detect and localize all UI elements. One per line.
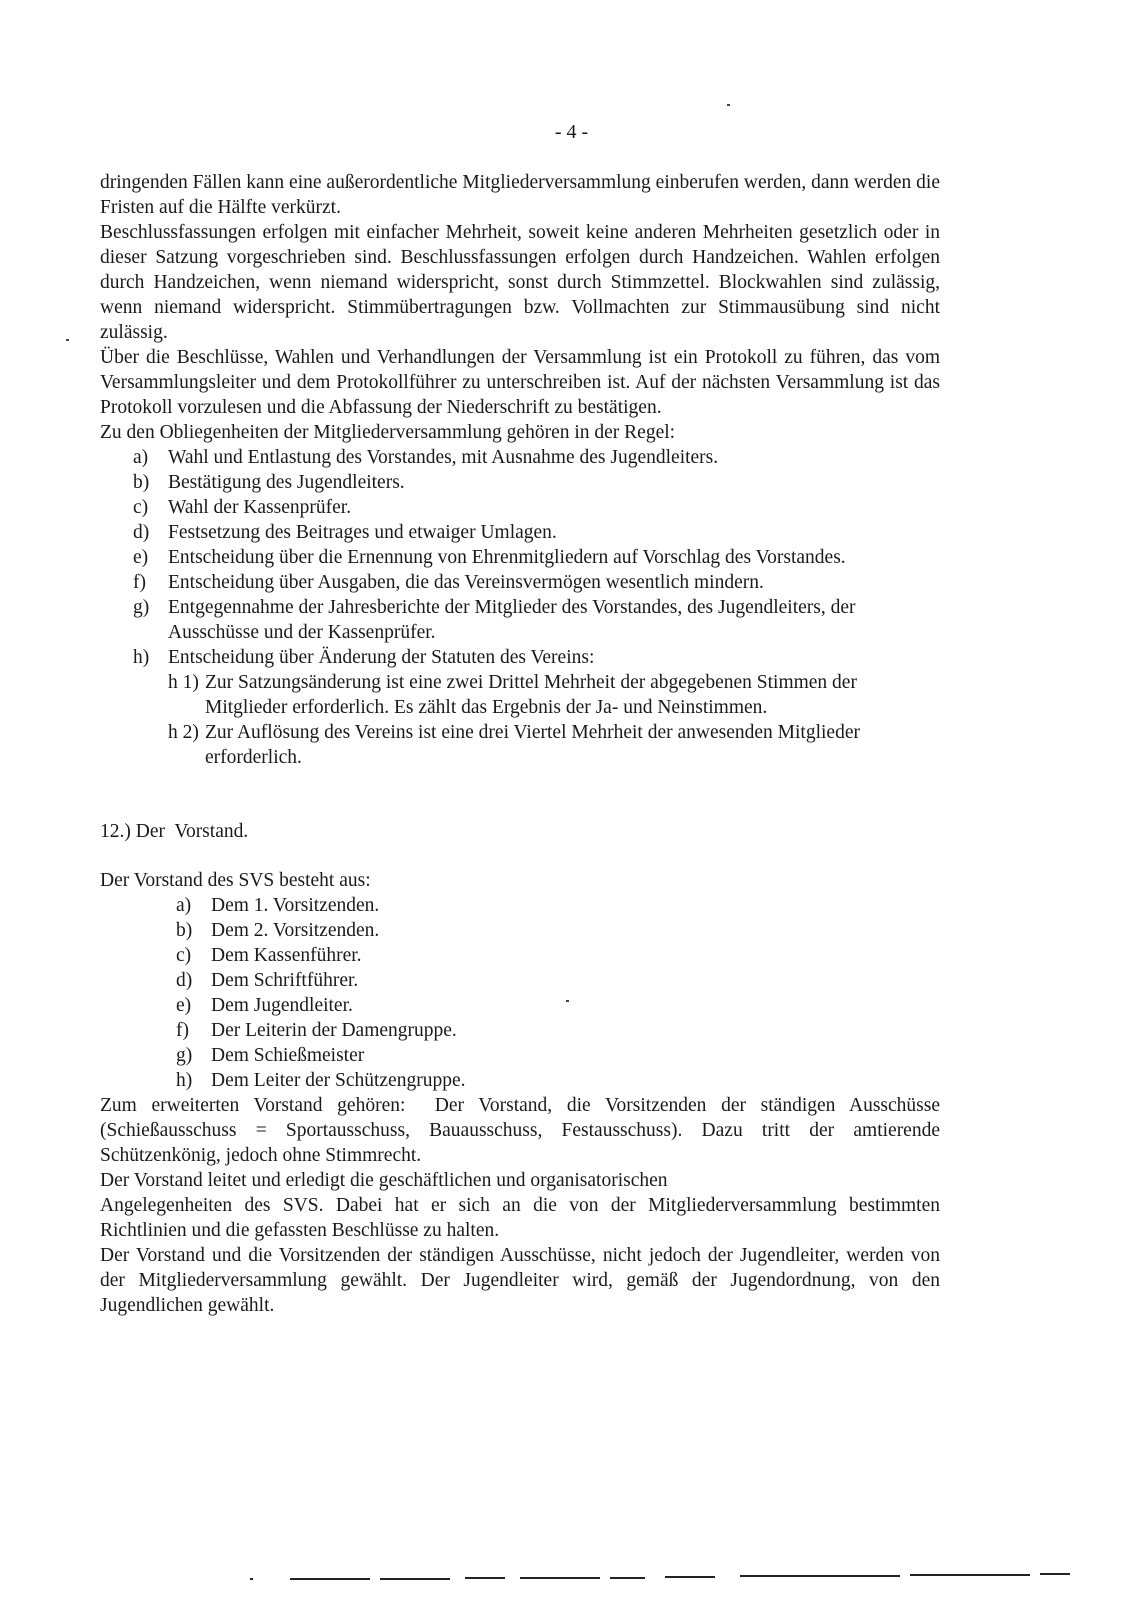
list-marker: h) [176,1070,193,1091]
board-members-list [100,893,940,1093]
list-marker: g) [176,1045,193,1066]
list-marker: f) [176,1020,189,1041]
list-marker: e) [176,995,192,1016]
list-item [100,893,940,918]
list-marker: b) [133,472,150,493]
paragraph-extended-board: Zum erweiterten Vorstand gehören: Der Vorstand, die Vorsitzenden der ständigen Ausschüsse (Schießausschuss = Sportausschuss, Bauausschuss, Festausschuss). Dazu tritt der amtierende Schützenkönig, jedoch ohne Stimmrecht. [100,1095,945,1166]
list-item-text: Festsetzung des Beitrages und etwaiger Umlagen. [168,522,557,543]
list-item-text: Dem 1. Vorsitzenden. [211,895,380,916]
list-item-text: Entscheidung über die Ernennung von Ehrenmitgliedern auf Vorschlag des Vorstandes. [168,547,846,568]
list-item [100,918,940,943]
footer-dashed-line [250,1570,1070,1580]
paragraph-extraordinary-meeting: dringenden Fällen kann eine außerordentliche Mitgliederversammlung einberufen werden, dann werden die Fristen auf die Hälfte verkürzt. [100,172,940,218]
list-marker: c) [133,497,149,518]
list-item [100,470,940,495]
list-item-text: Dem Kassenführer. [211,945,362,966]
scan-speck [727,104,730,106]
duties-intro: Zu den Obliegenheiten der Mitgliederversammlung gehören in der Regel: [100,422,676,443]
statute-change-subitems [100,670,940,770]
section-heading-vorstand: 12.) Der Vorstand. [100,821,249,842]
list-marker: a) [176,895,192,916]
paragraph-board-election: Der Vorstand und die Vorsitzenden der ständigen Ausschüsse, nicht jedoch der Jugendleiter, werden von der Mitgliederversammlung gewählt. Der Jugendleiter wird, gemäß der Jugendordnung, von den Jugendlichen gewählt. [100,1245,940,1316]
sub-item-h1 [168,670,940,720]
list-item-text: Der Leiterin der Damengruppe. [211,1020,457,1041]
list-item [100,993,940,1018]
list-item-text: Entscheidung über Änderung der Statuten des Vereins: [168,647,595,668]
list-marker: d) [133,522,150,543]
list-item-text: Entscheidung über Ausgaben, die das Vereinsvermögen wesentlich mindern. [168,572,764,593]
list-marker: b) [176,920,193,941]
sub-item-text: Zur Auflösung des Vereins ist eine drei Viertel Mehrheit der anwesenden Mitglieder erforderlich. [205,722,860,768]
list-marker: f) [133,572,146,593]
list-marker: e) [133,547,149,568]
scan-speck [66,339,69,341]
page-number: - 4 - [554,121,589,143]
list-item-text: Dem Schießmeister [211,1045,365,1066]
list-marker: c) [176,945,192,966]
list-item-text: Dem 2. Vorsitzenden. [211,920,380,941]
duties-list [100,445,940,670]
list-item [100,545,940,570]
board-intro: Der Vorstand des SVS besteht aus: [100,870,371,891]
list-marker: g) [133,597,150,618]
sub-item-marker: h 2) [168,722,199,743]
list-item [100,520,940,545]
list-item [100,1043,940,1068]
list-item-text: Entgegennahme der Jahresberichte der Mitglieder des Vorstandes, des Jugendleiters, der Ausschüsse und der Kassenprüfer. [168,597,856,643]
list-marker: a) [133,447,149,468]
paragraph-board-duties: Angelegenheiten des SVS. Dabei hat er sich an die von der Mitgliederversammlung bestimmten Richtlinien und die gefassten Beschlüsse zu halten. [100,1195,940,1241]
spacer [100,844,940,868]
list-item-text: Wahl der Kassenprüfer. [168,497,352,518]
list-item [100,445,940,470]
list-item-text: Dem Schriftführer. [211,970,359,991]
paragraph-resolutions: Beschlussfassungen erfolgen mit einfacher Mehrheit, soweit keine anderen Mehrheiten gesetzlich oder in dieser Satzung vorgeschrieben sind. Beschlussfassungen erfolgen durch Handzeichen. Wahlen erfolgen durch Handzeichen, wenn niemand widerspricht, sonst durch Stimmzettel. Blockwahlen sind zulässig, wenn niemand widerspricht. Stimmübertragungen bzw. Vollmachten zur Stimmausübung sind nicht zulässig. [100,222,940,343]
list-item-text: Wahl und Entlastung des Vorstandes, mit Ausnahme des Jugendleiters. [168,447,719,468]
list-marker: h) [133,647,150,668]
document-body [100,170,945,1318]
list-item [100,570,940,595]
sub-item-marker: h 1) [168,672,199,693]
list-item [100,1018,940,1043]
list-item-text: Dem Leiter der Schützengruppe. [211,1070,466,1091]
sub-item-h2 [168,720,940,770]
list-item-text: Bestätigung des Jugendleiters. [168,472,405,493]
list-item-text: Dem Jugendleiter. [211,995,353,1016]
list-item [100,968,940,993]
list-item [100,645,940,670]
paragraph-protocol: Über die Beschlüsse, Wahlen und Verhandlungen der Versammlung ist ein Protokoll zu führen, das vom Versammlungsleiter und dem Protokollführer zu unterschreiben ist. Auf der nächsten Versammlung ist das Protokoll vorzulesen und die Abfassung der Niederschrift zu bestätigen. [100,347,940,418]
list-item [100,1068,940,1093]
list-item [100,595,940,645]
paragraph-board-duties-line1: Der Vorstand leitet und erledigt die geschäftlichen und organisatorischen [100,1170,668,1191]
list-marker: d) [176,970,193,991]
sub-item-text: Zur Satzungsänderung ist eine zwei Drittel Mehrheit der abgegebenen Stimmen der Mitglieder erforderlich. Es zählt das Ergebnis der Ja- und Neinstimmen. [205,672,857,718]
list-item [100,495,940,520]
list-item [100,943,940,968]
